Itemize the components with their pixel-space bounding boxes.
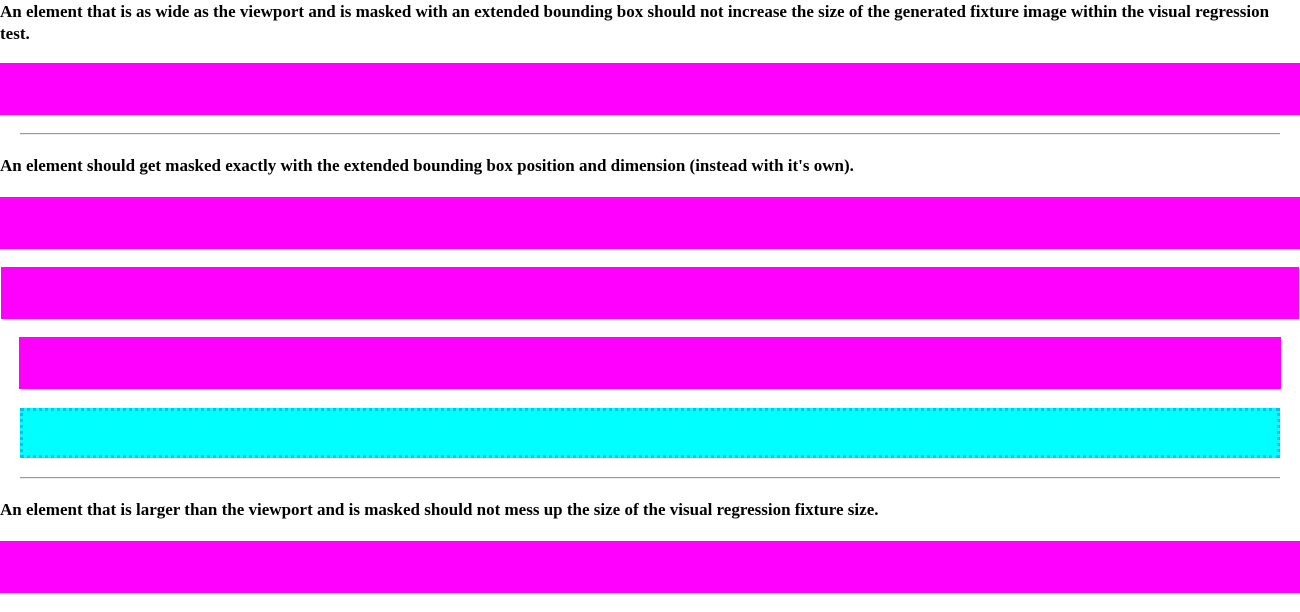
masked-extended-box-inset-1 — [1, 267, 1299, 319]
section-3-heading: An element that is larger than the viewport and is masked should not mess up the size of the visual regression fixture size. — [0, 500, 879, 519]
masked-oversized-element — [0, 541, 1300, 593]
unmasked-reference-element — [20, 408, 1280, 458]
masked-extended-box-full — [0, 197, 1300, 249]
section-divider-2 — [20, 477, 1280, 479]
masked-full-width-element — [0, 63, 1300, 115]
section-divider-1 — [20, 133, 1280, 135]
masked-extended-box-inset-19 — [19, 337, 1281, 389]
section-2-heading: An element should get masked exactly with the extended bounding box position and dimension (instead with it's own). — [0, 156, 854, 175]
section-1-heading: An element that is as wide as the viewport and is masked with an extended bounding box should not increase the size of the generated fixture image within the visual regression test. — [0, 2, 1270, 43]
